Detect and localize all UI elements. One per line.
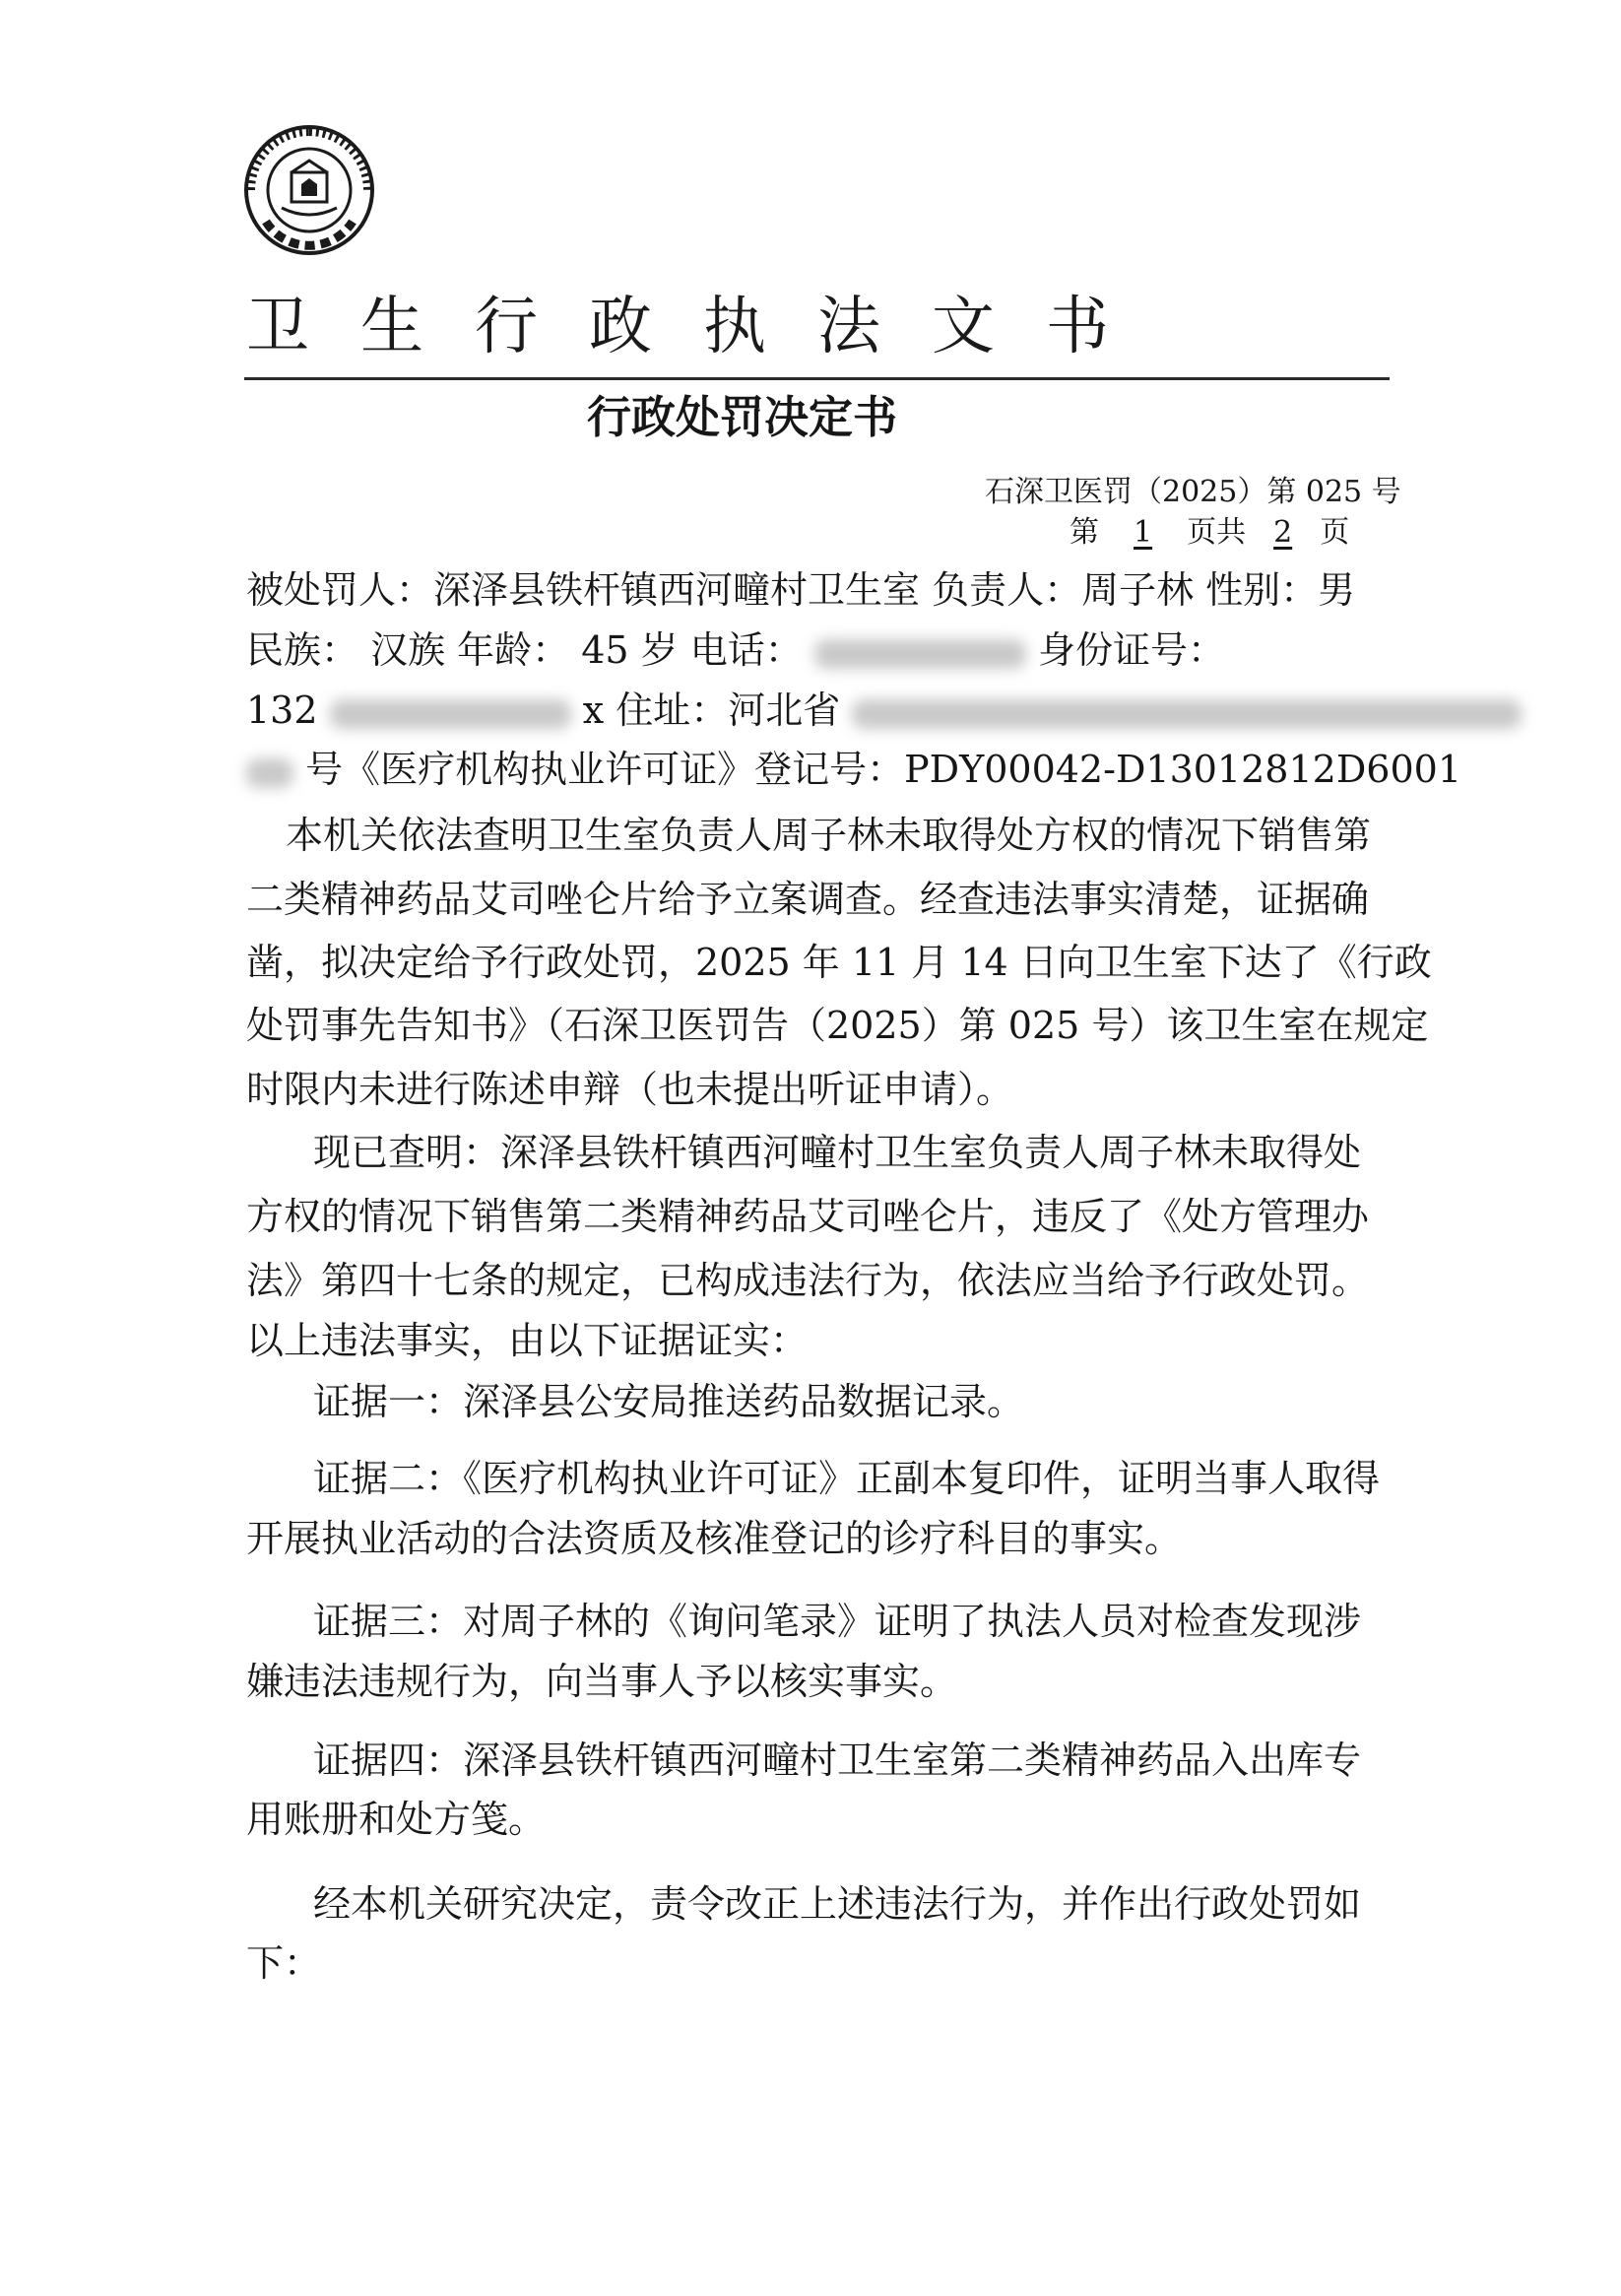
paragraph-line: 以上违法事实，由以下证据证实：: [246, 1319, 809, 1362]
evidence-line: 证据四：深泽县铁杆镇西河疃村卫生室第二类精神药品入出库专: [313, 1738, 1362, 1782]
ethnicity-age-phone-line: [246, 625, 1225, 675]
evidence-line: 用账册和处方笺。: [246, 1798, 547, 1841]
evidence-line: 证据一：深泽县公安局推送药品数据记录。: [313, 1380, 1025, 1423]
redacted-address-number: [246, 758, 293, 788]
ethnicity-age-phone-label: 民族： 汉族 年龄： 45 岁 电话：: [246, 628, 803, 672]
title-divider: [244, 377, 1390, 380]
page-total: 2: [1273, 515, 1293, 550]
document-title: 卫生行政执法文书: [246, 291, 1160, 363]
id-prefix: 132: [246, 689, 318, 732]
page-current: 1: [1134, 515, 1153, 550]
id-address-line: [246, 686, 1522, 735]
party-line: 被处罚人：深泽县铁杆镇西河疃村卫生室 负责人：周子林 性别：男: [246, 568, 1356, 612]
paragraph-line: 现已查明：深泽县铁杆镇西河疃村卫生室负责人周子林未取得处: [313, 1131, 1362, 1174]
paragraph-line: 凿，拟决定给予行政处罚，2025 年 11 月 14 日向卫生室下达了《行政: [246, 941, 1432, 984]
page-info: [1070, 513, 1349, 553]
paragraph-line: 本机关依法查明卫生室负责人周子林未取得处方权的情况下销售第: [286, 814, 1372, 857]
page-middle: 页共: [1187, 515, 1247, 550]
redacted-address: [852, 699, 1522, 729]
license-line: [246, 745, 1461, 794]
paragraph-line: 二类精神药品艾司唑仑片给予立案调查。经查违法事实清楚，证据确: [246, 878, 1370, 921]
redacted-id: [330, 699, 571, 729]
evidence-line: 证据二：《医疗机构执业许可证》正副本复印件，证明当事人取得: [313, 1457, 1381, 1500]
paragraph-line: 方权的情况下销售第二类精神药品艾司唑仑片，违反了《处方管理办: [246, 1195, 1370, 1238]
evidence-line: 证据三：对周子林的《询问笔录》证明了执法人员对检查发现涉: [313, 1600, 1362, 1643]
redacted-phone: [814, 639, 1026, 669]
national-health-inspection-seal-icon: [242, 123, 376, 257]
address-label: x 住址：河北省: [582, 689, 841, 732]
paragraph-line: 法》第四十七条的规定，已构成违法行为，依法应当给予行政处罚。: [246, 1259, 1370, 1302]
id-number-label: 身份证号：: [1037, 628, 1225, 672]
paragraph-line: 时限内未进行陈述申辩（也未提出听证申请）。: [246, 1068, 1014, 1111]
decision-line: 下：: [246, 1941, 322, 1985]
evidence-line: 嫌违法违规行为，向当事人予以核实事实。: [246, 1660, 958, 1703]
document-subtitle: 行政处罚决定书: [587, 391, 898, 443]
evidence-line: 开展执业活动的合法资质及核准登记的诊疗科目的事实。: [246, 1517, 1183, 1560]
page-prefix: 第: [1070, 515, 1099, 550]
document-number: 石深卫医罚（2025）第 025 号: [985, 475, 1401, 509]
paragraph-line: 处罚事先告知书》（石深卫医罚告（2025）第 025 号）该卫生室在规定: [246, 1004, 1429, 1047]
license-text: 号《医疗机构执业许可证》登记号：PDY00042-D13012812D6001: [305, 748, 1461, 791]
page-suffix: 页: [1320, 515, 1350, 550]
decision-line: 经本机关研究决定，责令改正上述违法行为，并作出行政处罚如: [313, 1882, 1362, 1926]
